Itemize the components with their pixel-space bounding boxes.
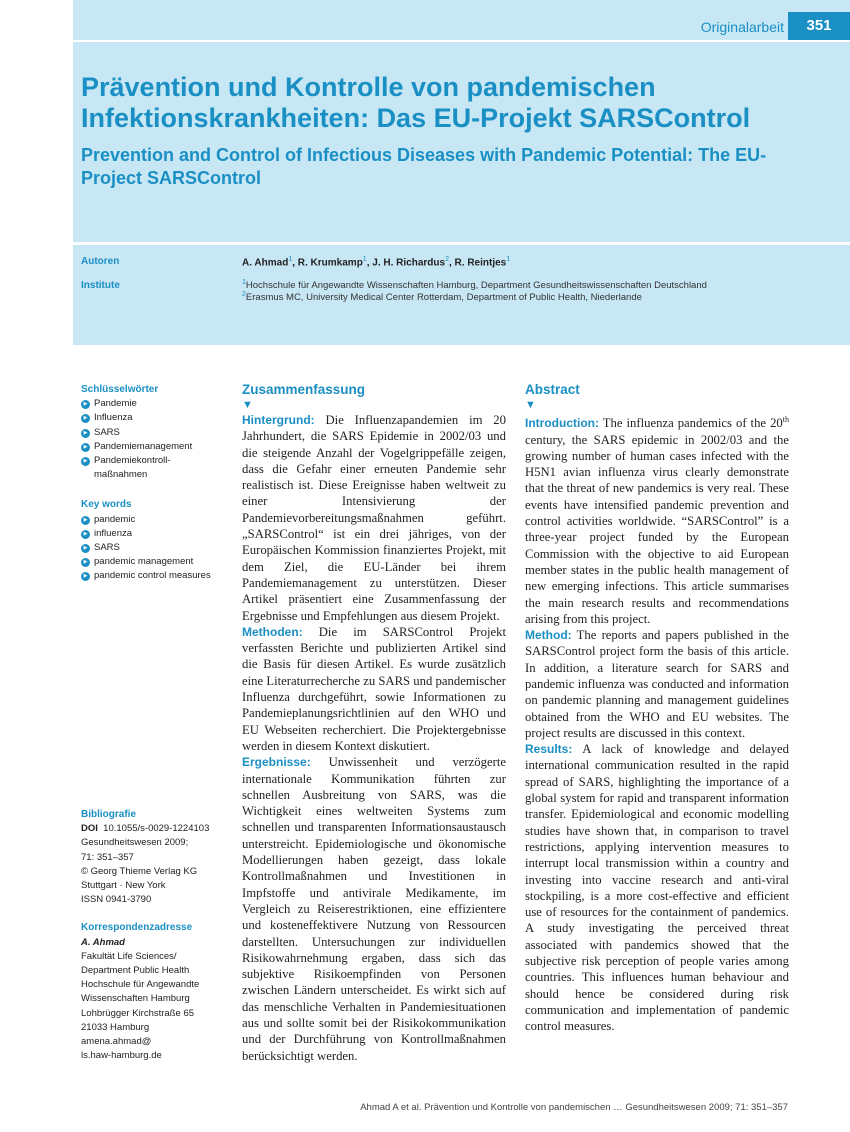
page-footer: Ahmad A et al. Prävention und Kontrolle von pandemischen … Gesundheitswesen 2009; 71: 351–357 (360, 1102, 788, 1113)
address-line: Fakultät Life Sciences/ (81, 950, 177, 962)
title-english: Prevention and Control of Infectious Diseases with Pandemic Potential: The EU-Project SARSControl (81, 145, 767, 188)
abstract-paragraph (242, 754, 506, 1064)
keyword-item: ▶ pandemic (81, 513, 226, 527)
biblio-line: © Georg Thieme Verlag KG (81, 865, 198, 877)
paragraph-lead: Results: (525, 742, 573, 757)
title-german: Prävention und Kontrolle von pandemischen Infektionskrankheiten: Das EU-Projekt SARSControl (81, 72, 751, 133)
email-line: ls.haw-hamburg.de (81, 1050, 162, 1062)
section-marker-icon: ▼ (242, 399, 253, 411)
paragraph-text: century, the SARS epidemic in 2002/03 and the growing number of human cases infected with the H5N1 avian influenza virus clearly demonstrate that the threat of new pandemics is very real. These events have intensified pandemic prevention and control activities worldwide. “SARSControl” is a three-year project funded by the European Commission with the objective to aid European member states in the public health management of new emerging infections. This article summarises the main research results and recommendations arising from this project. (525, 432, 789, 626)
author-list: A. Ahmad$^1$, R. Krumkamp$^1$, J. H. Richardus$^2$, R. Reintjes$^1$ (242, 256, 511, 269)
institute-text: Erasmus MC, University Medical Center Rotterdam, Department of Public Health, Niederlande (245, 292, 642, 304)
paragraph-lead: Method: (525, 628, 572, 643)
keyword-item: ▶ SARS (81, 541, 226, 555)
email-line: amena.ahmad@ (81, 1036, 152, 1048)
abstract-paragraph (242, 412, 506, 624)
paragraph-text: Die im SARSControl Projekt verfassten Berichte und publizierten Artikel sind die Basis für diesen Artikel. Es wurde zusätzlich eine Literaturrecherche zu SARS und pandemischer Influenza durchgeführt, sowie Informationen zu Pandemieplanungsrichtlinien auf den WHO und EU Webseiten recherchiert. Die Projektergebnisse werden in diesem Kontext diskutiert. (242, 624, 506, 753)
author-name: J. H. Richardus (372, 257, 446, 269)
paragraph-text: The reports and papers published in the SARSControl project form the basis of this article. In addition, a literature search for SARS and pandemic influenza was conducted and information on pandemic planning and management guidelines obtained from the WHO and EU websites. The project results are discussed in this context. (525, 628, 789, 740)
zusammenfassung-column (242, 382, 506, 1064)
institute-number: 1 (242, 279, 246, 286)
keywords-de-list (81, 397, 226, 482)
keyword-item: ▶ pandemic control measures (81, 569, 226, 583)
author-name: R. Reintjes (454, 257, 507, 269)
authors-label: Autoren (81, 256, 120, 267)
bibliography-block (81, 808, 226, 1063)
biblio-line: Gesundheitswesen 2009; (81, 837, 189, 849)
institute-line (242, 279, 707, 291)
author-name: A. Ahmad (242, 257, 289, 269)
paragraph-lead: Methoden: (242, 624, 303, 639)
paragraph-lead: Introduction: (525, 416, 599, 431)
author-affiliation: 1 (362, 256, 367, 263)
institute-line (242, 291, 642, 303)
keywords-en-list (81, 513, 226, 584)
section-label: Originalarbeit (700, 19, 784, 35)
paragraph-text: Unwissenheit und verzögerte internationale Kommunikation führten zur schnellen Ausbreitung von SARS, was die Wichtigkeit eines weltweiten Systems zum schnellen und transparenten Informationsaustausch unterstreicht. Epidemiologische und ökonomische Modellierungen haben gezeigt, dass lokale Kontrollmaßnahmen und Investitionen in Impfstoffe und antivirale Medikamente, im Vergleich zu Reiserestriktionen, eine effizientere und kosteneffektivere Nutzung von Ressourcen darstellten. Untersuchungen zur individuellen Risikowahrnehmung ergaben, dass sich das subjektive Risikoempfinden von Personen zwischen Ländern unterscheidet. Es wirkt sich auf das menschliche Verhalten in Pandemiesituationen aus und sollte somit bei der Risikokommunikation und der Durchführung von Kontrollmaßnahmen berücksichtigt werden. (242, 755, 506, 1063)
author-name: R. Krumkamp (297, 257, 363, 269)
section-marker-icon: ▼ (525, 399, 536, 411)
address-line: Wissenschaften Hamburg (81, 993, 190, 1005)
keywords-block (81, 383, 226, 584)
address-line: 21033 Hamburg (81, 1021, 150, 1033)
doi-value: 10.1055/s-0029-1224103 (103, 823, 210, 835)
author-affiliation: 2 (445, 256, 449, 263)
keyword-item: ▶ Influenza (81, 411, 226, 425)
institute-text: Hochschule für Angewandte Wissenschaften Hamburg, Department Gesundheitswissenschaften Deutschland (245, 280, 707, 292)
abstract-paragraph (242, 624, 506, 754)
address-line: Department Public Health (81, 965, 190, 977)
address-line: Lohbrügger Kirchstraße 65 (81, 1007, 195, 1019)
ordinal-suffix: th (782, 415, 789, 424)
abstract-paragraph (525, 741, 789, 1034)
keyword-item: ▶ SARS (81, 426, 226, 440)
biblio-line: 71: 351–357 (81, 851, 134, 863)
author-affiliation: 1 (506, 256, 511, 263)
abstract-paragraph (525, 412, 789, 627)
address-line: Hochschule für Angewandte (81, 979, 200, 991)
keyword-item: ▶ pandemic management (81, 555, 226, 569)
abstract-column (525, 382, 789, 1035)
biblio-line: ISSN 0941-3790 (81, 894, 152, 906)
paragraph-text: The influenza pandemics of the 20 (598, 416, 783, 431)
keyword-item: ▶ Pandemiemanagement (81, 440, 226, 454)
institutes-label: Institute (81, 280, 120, 291)
keyword-item: ▶ Pandemiekontroll- maßnahmen (81, 454, 226, 482)
keywords-en-heading: Key words (81, 499, 132, 511)
author-affiliation: 1 (288, 256, 293, 263)
zusammenfassung-heading: Zusammenfassung (242, 382, 366, 397)
keyword-item: ▶ influenza (81, 527, 226, 541)
keyword-item: ▶ Pandemie (81, 397, 226, 411)
paragraph-text: A lack of knowledge and delayed international communication resulted in the rapid spread of SARS, highlighting the importance of a global system for rapid and transparent information transfer. Epidemiological and economic modelling studies have shown that, in comparison to travel restrictions, applying intervention measures to interrupt local transmission within a country and investing into vaccine research and anti-viral stockpiling, is a more cost-effective and efficient use of resources for the containment of pandemics. A study investigating the perceived threat associated with pandemics showed that the subjective risk perception of people varies among countries. This influences human behaviour and should hence be considered during risk communication and implementation of pandemic control measures. (525, 742, 789, 1034)
paragraph-lead: Hintergrund: (242, 413, 315, 427)
page-number: 351 (788, 12, 850, 40)
abstract-paragraph (525, 627, 789, 741)
abstract-heading: Abstract (525, 382, 580, 397)
paragraph-text: Die Influenzapandemien im 20 Jahrhundert, die SARS Epidemie in 2002/03 und die steigende Anzahl der Vogelgrippefälle zeigen, dass die Gefahr einer erneuten Pandemie sehr realistisch ist. Diese Ereignisse haben weltweit zu einer Intensivierung der Pandemievorbereitungsmaßnahmen geführt. „SARSControl“ ist ein drei jähriges, von der Europäischen Kommission finanziertes Projekt, mit dem Ziel, die EU-Länder bei ihrem Pandemiemanagement zu unterstützen. Dieser Artikel präsentiert eine Zusammenfassung der Ergebnisse und Empfehlungen aus diesem Projekt. (242, 413, 506, 623)
keywords-de-heading: Schlüsselwörter (81, 384, 159, 395)
correspondence-heading: Korrespondenzadresse (81, 922, 193, 934)
institute-number: 2 (242, 291, 246, 298)
correspondence-name: A. Ahmad (81, 936, 125, 948)
bibliography-heading: Bibliografie (81, 809, 137, 820)
doi-label: DOI (81, 823, 98, 835)
doi-line (81, 822, 226, 836)
biblio-line: Stuttgart · New York (81, 880, 166, 892)
paragraph-lead: Ergebnisse: (242, 755, 311, 770)
